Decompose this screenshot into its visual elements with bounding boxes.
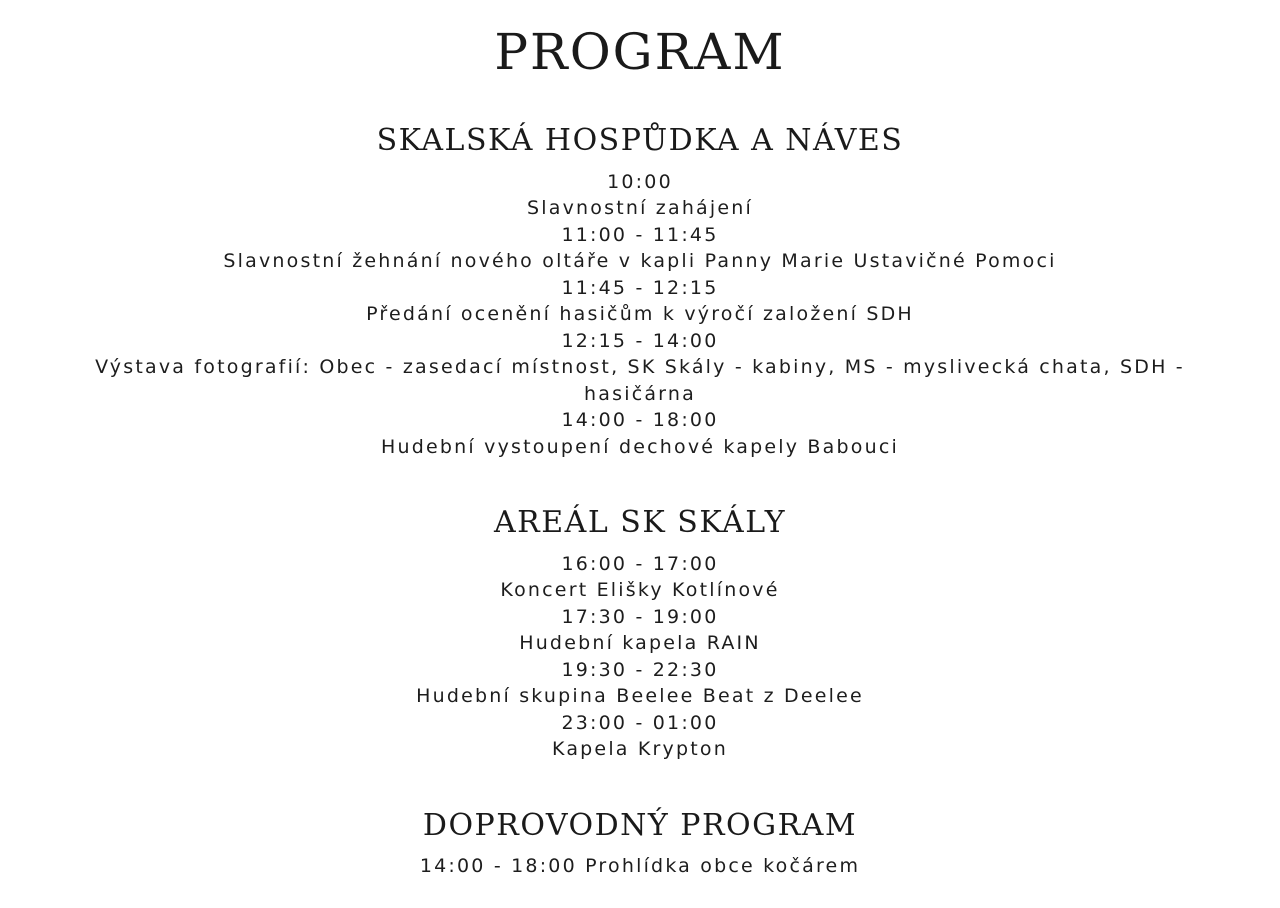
event-name: Hudební skupina Beelee Beat z Deelee xyxy=(416,685,864,707)
section-schedule xyxy=(80,853,1200,880)
section-schedule xyxy=(80,551,1200,763)
event-time: 16:00 - 17:00 xyxy=(561,552,719,575)
event-time: 11:00 - 11:45 xyxy=(561,223,719,246)
section-areal-sk-skaly xyxy=(0,506,1280,763)
event-name: Hudební vystoupení dechové kapely Babouci xyxy=(381,435,899,458)
event-time: 14:00 - 18:00 xyxy=(561,409,719,431)
section-heading: AREÁL SK SKÁLY xyxy=(494,505,786,540)
event-time: 12:15 - 14:00 xyxy=(561,329,719,352)
event-time-and-name: 14:00 - 18:00 Prohlídka obce kočárem xyxy=(419,855,861,877)
section-schedule xyxy=(80,169,1200,461)
event-name: Předání ocenění hasičům k výročí založení SDH xyxy=(366,303,914,325)
event-name: Koncert Elišky Kotlínové xyxy=(500,579,780,601)
section-skalska-hospudka-a-naves xyxy=(0,124,1280,460)
page-title: PROGRAM xyxy=(494,23,786,81)
event-time: 11:45 - 12:15 xyxy=(561,276,719,299)
event-time: 10:00 xyxy=(607,170,673,193)
event-time: 23:00 - 01:00 xyxy=(561,711,719,734)
section-heading: SKALSKÁ HOSPŮDKA A NÁVES xyxy=(376,123,904,158)
event-name: Hudební kapela RAIN xyxy=(519,632,761,654)
event-name: Kapela Krypton xyxy=(552,738,728,760)
event-name: Slavnostní zahájení xyxy=(527,197,753,219)
event-name: Slavnostní žehnání nového oltáře v kapli Panny Marie Ustavičné Pomoci xyxy=(223,250,1057,272)
event-time: 19:30 - 22:30 xyxy=(561,658,719,681)
event-name: Výstava fotografií: Obec - zasedací místnost, SK Skály - kabiny, MS - myslivecká chata, SDH - hasičárna xyxy=(95,356,1185,405)
event-time: 17:30 - 19:00 xyxy=(561,605,719,628)
section-heading: DOPROVODNÝ PROGRAM xyxy=(422,807,858,843)
section-doprovodny-program xyxy=(0,809,1280,880)
